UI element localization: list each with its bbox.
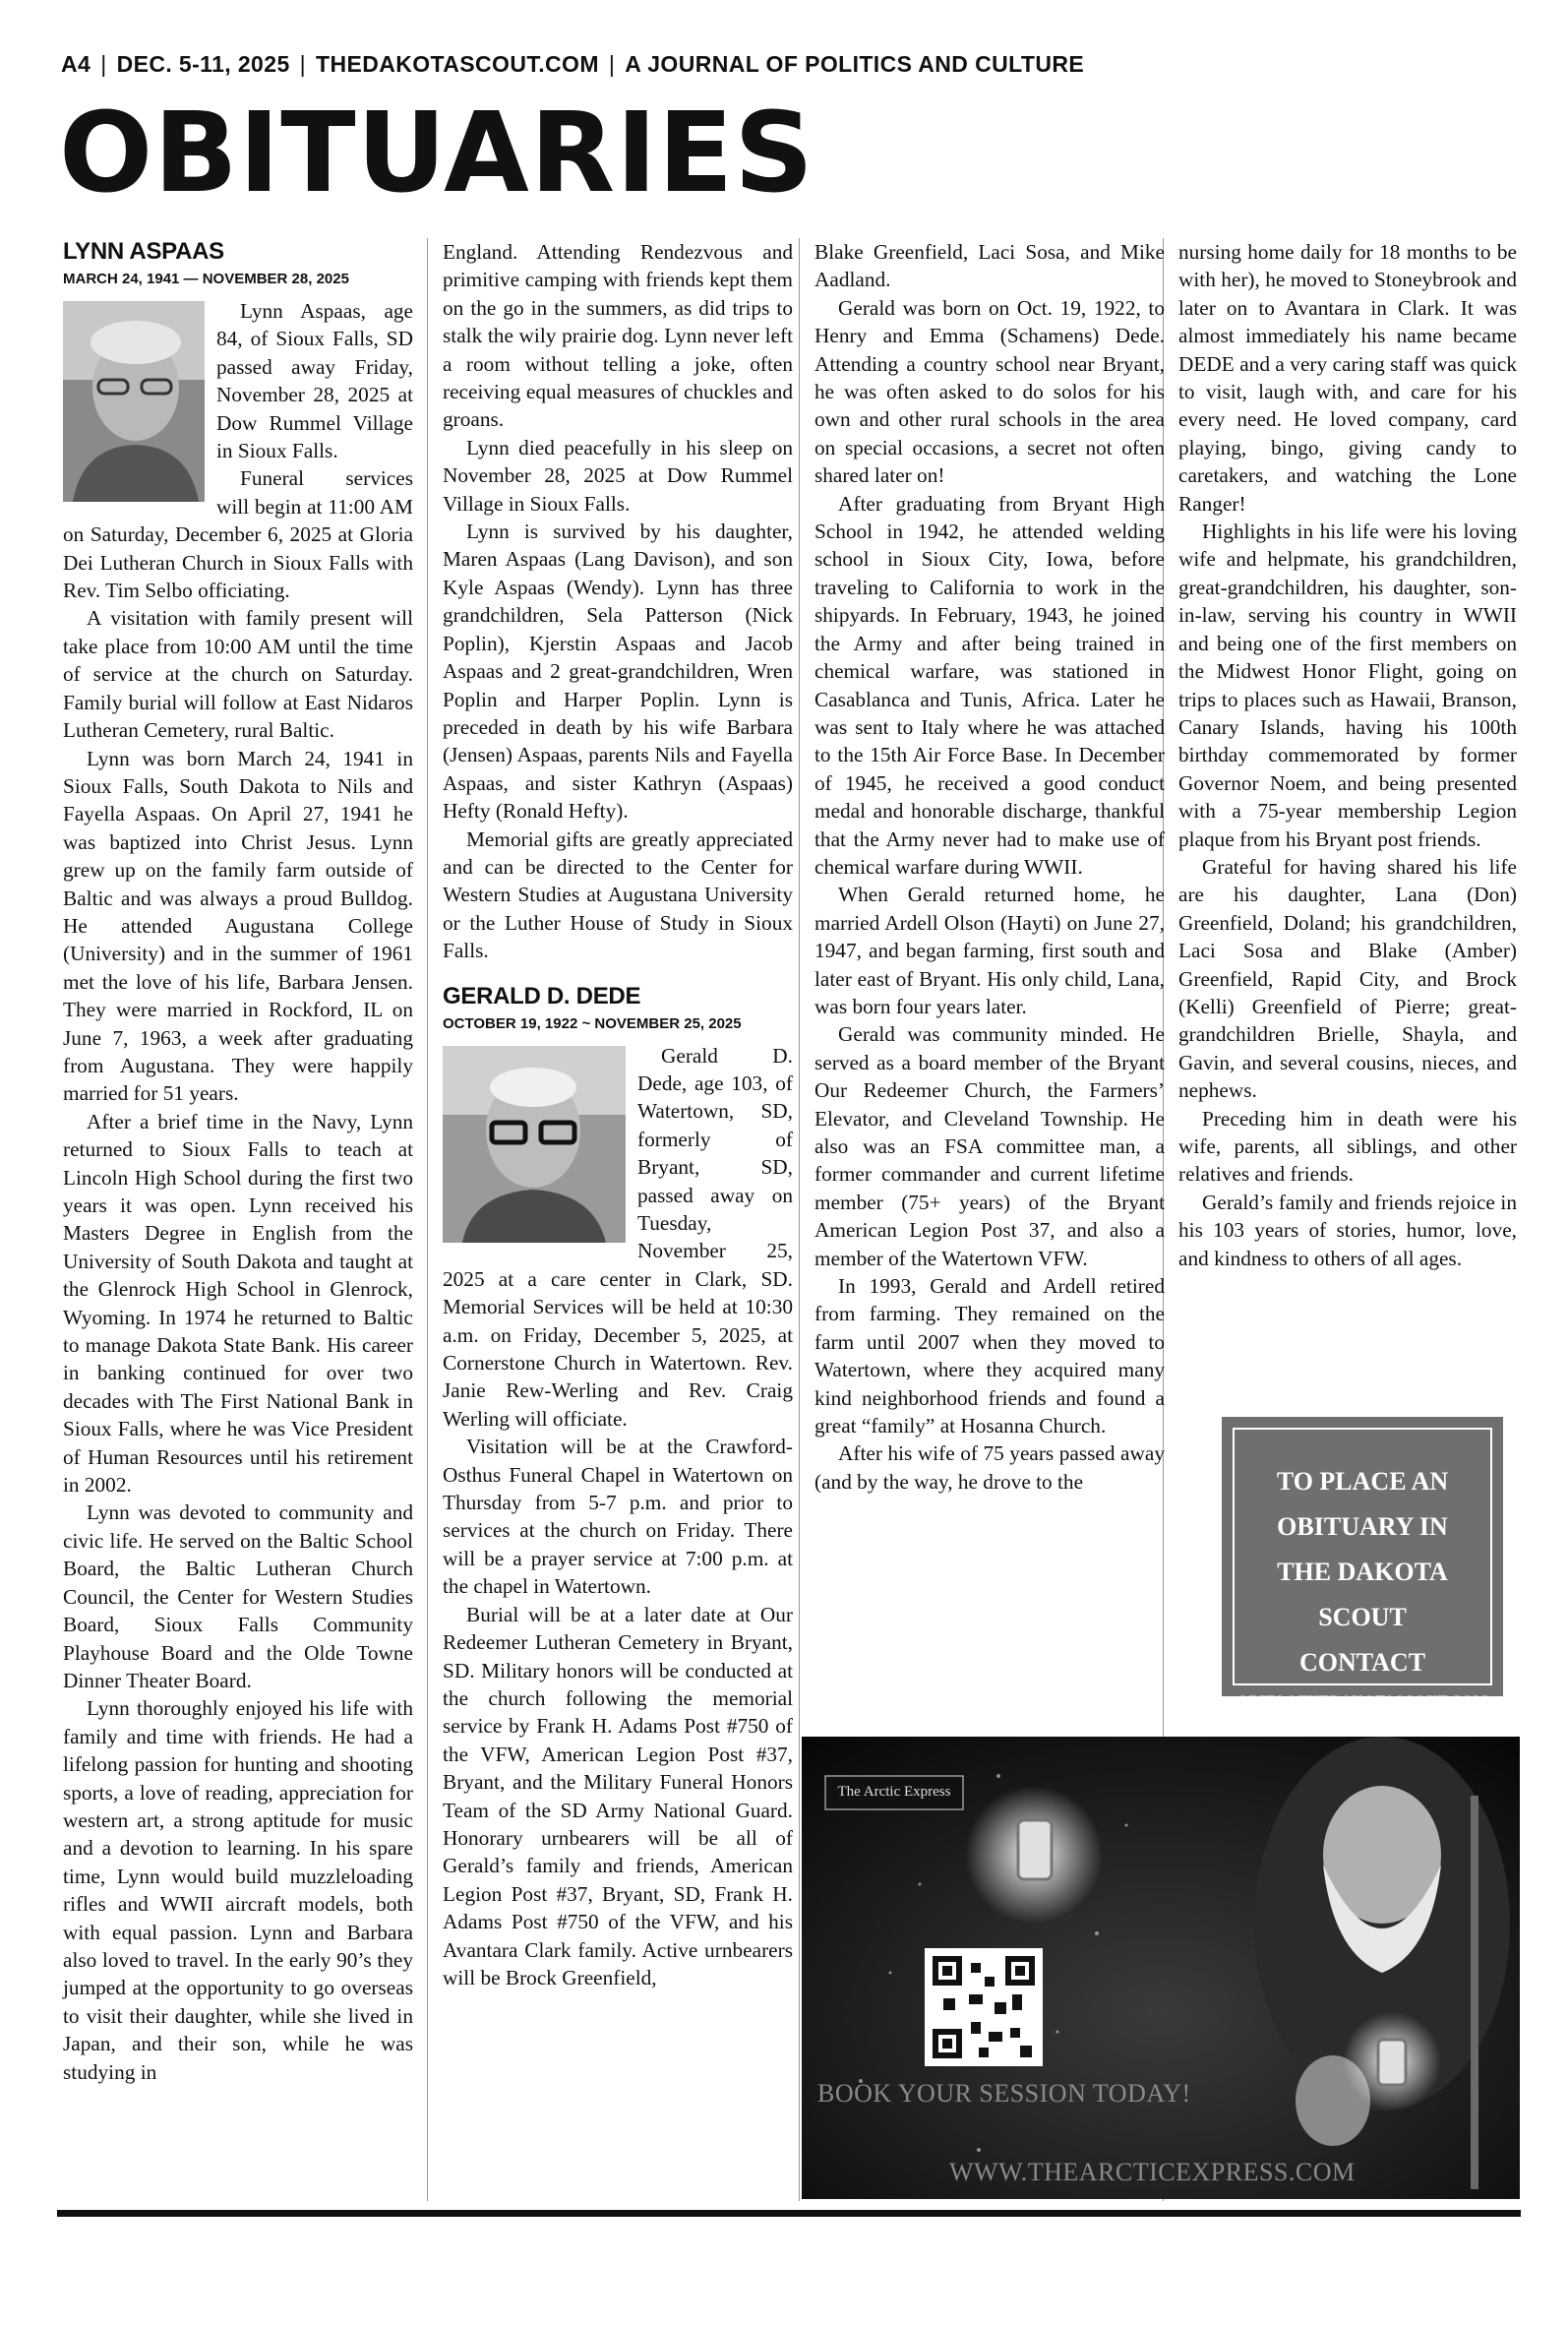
obit-paragraph: Funeral services will begin at 11:00 AM on Saturday, December 6, 2025 at Gloria Dei Lutheran Church in Sioux Falls with Rev. Tim Selbo officiating. [63,466,413,603]
bottom-rule [57,2210,1521,2217]
obit-paragraph: Visitation will be at the Crawford-Osthus Funeral Chapel in Watertown on Thursday from 5-7 p.m. and prior to services at the church on Friday. There will be a prayer service at 7:00 p.m. at the chapel in Watertown. [443,1435,793,1599]
promo-line: CONTACT [1298,1648,1426,1677]
obit-paragraph: Preceding him in death were his wife, parents, all siblings, and other relatives and friends. [1178,1106,1517,1187]
obit-dates: OCTOBER 19, 1922 ~ NOVEMBER 25, 2025 [443,1014,742,1032]
site-link[interactable]: THEDAKOTASCOUT.COM [316,51,599,77]
promo-frame [1233,1428,1492,1709]
obit-paragraph: Highlights in his life were his loving wife and helpmate, his grandchildren, great-grandchildren, his daughter, son-in-law, serving his country in WWII and being one of the first members on the Midwest Honor Flight, going on trips to places such as Hawaii, Branson, Canary Islands, having his 100th birthday commemorated by former Governor Noem, and being presented with a 75-year membership Legion plaque from his Bryant post friends. [1178,520,1517,851]
ad-url[interactable]: WWW.THEARCTICEXPRESS.COM [949,2158,1356,2186]
obit-paragraph: Gerald D. Dede, age 103, of Watertown, SD, formerly of Bryant, SD, passed away on Tuesday, November 25, 2025 at a care center in Clark, SD. Memorial Services will be held at 10:30 a.m. on Friday, December 5, 2025, at Cornerstone Church in Watertown. Rev. Janie Rew-Werling and Rev. Craig Werling will officiate. [443,1043,793,1431]
obit-paragraph: In 1993, Gerald and Ardell retired from farming. They remained on the farm until 2007 when they moved to Watertown, where they acquired many kind neighborhood friends and found a great “family” at Hosanna Church. [814,1274,1165,1438]
page-number: A4 [61,51,91,77]
obit-paragraph: Blake Greenfield, Laci Sosa, and Mike Aadland. [814,240,1165,292]
obit-paragraph: Memorial gifts are greatly appreciated and can be directed to the Center for Western Studies at Augustana University or the Luther House of Study in Sioux Falls. [443,826,793,963]
obit-paragraph: Lynn was born March 24, 1941 in Sioux Falls, South Dakota to Nils and Fayella Aspaas. On April 27, 1941 he was baptized into Christ Jesus. Lynn grew up on the family farm outside of Baltic and was always a proud Bulldog. He attended Augustana College (University) and in the summer of 1961 met the love of his life, Barbara Jensen. They were married in Rockford, IL on June 7, 1963, a week after graduating from Augustana. They were happily married for 51 years. [63,746,413,1106]
column-4 [1178,238,1517,1272]
promo-line: OBITUARY IN [1277,1512,1448,1541]
obit-heading: GERALD D. DEDE [443,982,641,1010]
obit-paragraph: Lynn thoroughly enjoyed his life with family and time with friends. He had a lifelong passion for hunting and shooting sports, a love of reading, appreciation for western art, a strong aptitude for music and a devotion to learning. In his spare time, Lynn would build muzzleloading rifles and WWII aircraft models, both with equal passion. Lynn and Barbara also loved to travel. In the early 90’s they jumped at the opportunity to go overseas to visit their daughter, while she lived in Japan, and their son, while he was studying in [63,1696,413,2084]
obit-paragraph: Lynn Aspaas, age 84, of Sioux Falls, SD passed away Friday, November 28, 2025 at Dow Rummel Village in Sioux Falls. [216,299,413,463]
promo-line: TO PLACE AN [1276,1467,1449,1496]
tagline: A JOURNAL OF POLITICS AND CULTURE [625,51,1085,77]
column-rule [427,238,428,2201]
obit-paragraph: nursing home daily for 18 months to be with her), he moved to Stoneybrook and later on to Avantara in Clark. It was almost immediately his name became DEDE and a very caring staff was quick to visit, laugh with, and care for his every need. He loved company, card playing, bingo, giving candy to caretakers, and watching the Lone Ranger! [1178,240,1517,516]
obit-heading: LYNN ASPAAS [63,238,224,265]
ad-artwork [802,1737,1520,2199]
obituary-promo-box [1222,1417,1503,1709]
ad-cta[interactable]: BOOK YOUR SESSION TODAY! [817,2079,1191,2108]
column-3 [814,238,1165,1496]
obit-paragraph: Lynn is survived by his daughter, Maren Aspaas (Lang Davison), and son Kyle Aspaas (Wendy). Lynn has three grandchildren, Sela Patterson (Nick Poplin), Kjerstin Aspaas and Jacob Aspaas and 2 great-grandchildren, Wren Poplin and Harper Poplin. Lynn is preceded in death by his wife Barbara (Jensen) Aspaas, parents Nils and Fayella Aspaas, and sister Kathryn (Aspaas) Hefty (Ronald Hefty). [443,520,793,824]
obit-paragraph: Gerald’s family and friends rejoice in his 103 years of stories, humor, love, and kindness to others of all ages. [1178,1190,1517,1270]
obit-paragraph: After graduating from Bryant High School in 1942, he attended welding school in Sioux City, Iowa, before traveling to California to work in the shipyards. In February, 1943, he joined the Army and after being trained in chemical warfare, was stationed in Casablanca and Tunis, Africa. Later he was sent to Italy where he was attached to the 15th Air Force Base. In December of 1945, he received a good conduct medal and honorable discharge, thankful that the Army never had to make use of chemical warfare during WWII. [814,491,1165,879]
column-1 [63,238,413,2086]
obit-paragraph: After his wife of 75 years passed away (and by the way, he drove to the [814,1441,1165,1494]
obit-paragraph: Lynn died peacefully in his sleep on November 28, 2025 at Dow Rummel Village in Sioux Falls. [443,435,793,516]
obit-paragraph: When Gerald returned home, he married Ardell Olson (Hayti) on June 27, 1947, and began farming, first south and later east of Bryant. His only child, Lana, was born four years later. [814,883,1165,1018]
section-title: OBITUARIES [59,90,814,217]
ad-brand-logo: The Arctic Express [837,1784,951,1800]
obit-paragraph: Burial will be at a later date at Our Redeemer Lutheran Cemetery in Bryant, SD. Military honors will be conducted at the church following the memorial service by Frank H. Adams Post #750 of the VFW, American Legion Post #37, Bryant, and the Military Funeral Honors Team of the SD Army National Guard. Honorary urnbearers will be all of Gerald’s family and friends, American Legion Post #37, Bryant, SD, Frank H. Adams Post #750 of the VFW, and his Avantara Clark family. Active urnbearers will be Brock Greenfield, [443,1602,793,1989]
obit-paragraph: Lynn was devoted to community and civic life. He served on the Baltic School Board, the Baltic Lutheran Church Council, the Center for Western Studies Board, Sioux Falls Community Playhouse Board and the Olde Towne Dinner Theater Board. [63,1500,413,1692]
portrait-photo [63,301,205,502]
promo-line: THE DAKOTA SCOUT [1277,1558,1448,1631]
obit-paragraph: A visitation with family present will take place from 10:00 AM until the time of service at the church on Saturday. Family burial will follow at East Nidaros Lutheran Cemetery, rural Baltic. [63,606,413,743]
obit-paragraph: Gerald was community minded. He served as a board member of the Bryant Our Redeemer Church, the Farmers’ Elevator, and Cleveland Township. He also was an FSA committee man, a former commander and current lifetime member (75+ years) of the Bryant American Legion Post 37, and also a member of the Watertown VFW. [814,1022,1165,1270]
obit-paragraph: After a brief time in the Navy, Lynn returned to Sioux Falls to teach at Lincoln High School during the first two years it was open. Lynn received his Masters Degree in English from the University of South Dakota and taught at the Glenrock High School in Glenrock, Wyoming. In 1974 he returned to Baltic to manage Dakota State Bank. His career in banking continued for over two decades with The First National Bank in Sioux Falls, where he was Vice President of Human Resources until his retirement in 2002. [63,1109,413,1498]
column-2 [443,238,793,1991]
obit-paragraph: Gerald was born on Oct. 19, 1922, to Henry and Emma (Schamens) Dede. Attending a country school near Bryant, he was often asked to do solos for his own and other rural schools in the area on special occasions, a secret not often shared later on! [814,295,1165,488]
obit-dates: MARCH 24, 1941 — NOVEMBER 28, 2025 [63,271,349,287]
promo-email-link[interactable]: OBITS@THEDAKOTASCOUT.COM [1236,1693,1488,1709]
portrait-photo [443,1046,626,1243]
issue-date: DEC. 5-11, 2025 [116,51,290,77]
column-rule [799,238,800,2201]
obit-paragraph: Grateful for having shared his life are his daughter, Lana (Don) Greenfield, Doland; his grandchildren, Laci Sosa and Blake (Amber) Greenfield, Rapid City, and Brock (Kelli) Greenfield of Pierre; great-grandchildren Brielle, Shayla, and Gavin, and several cousins, nieces, and nephews. [1178,854,1517,1103]
page-header: A4 | DEC. 5-11, 2025 | THEDAKOTASCOUT.COM | A JOURNAL OF POLITICS AND CULTURE [61,51,1085,77]
obit-paragraph: England. Attending Rendezvous and primitive camping with friends kept them on the go in the summers, as did trips to stalk the wily prairie dog. Lynn never left a room without telling a joke, often receiving equal measures of chuckles and groans. [443,240,793,432]
arctic-express-ad[interactable] [802,1737,1520,2199]
